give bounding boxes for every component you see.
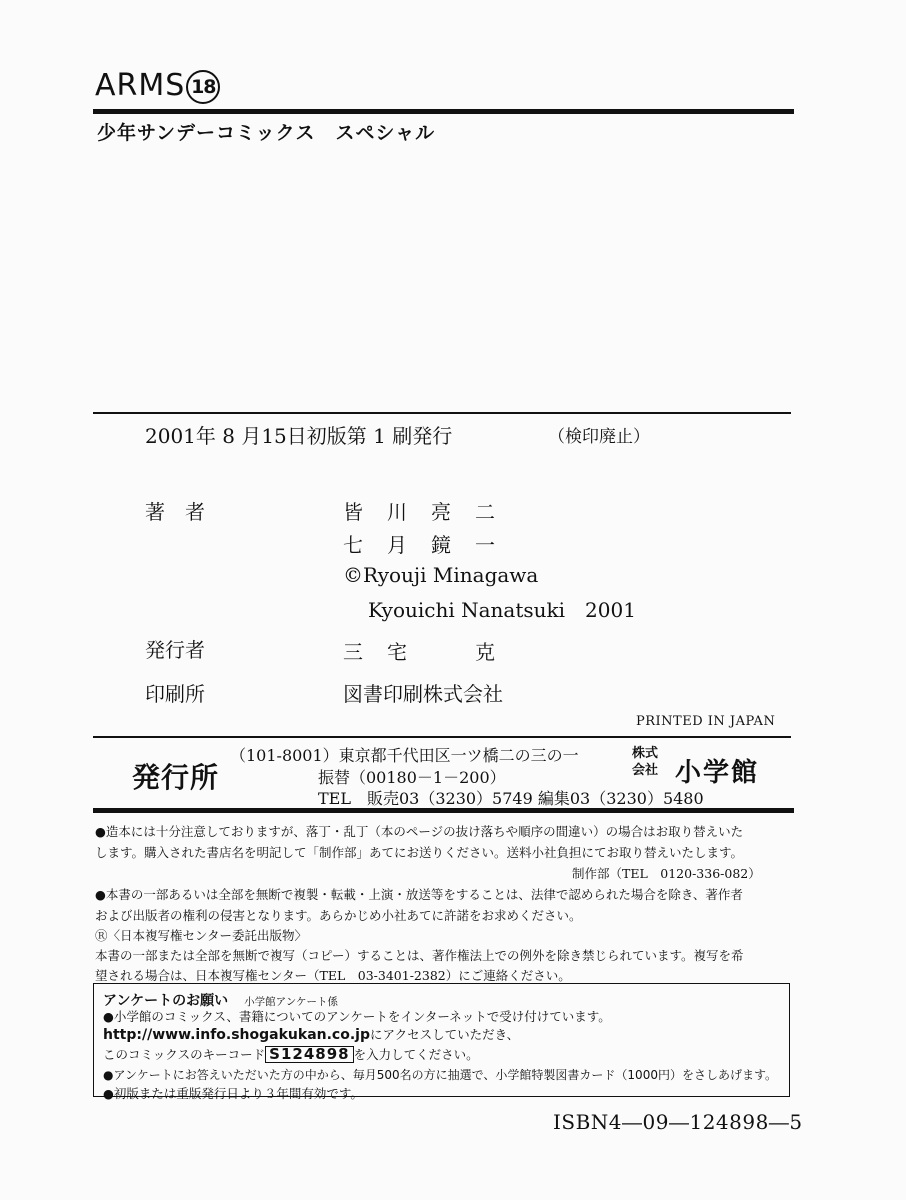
survey-line-5: ●初版または重版発行日より３年間有効です。 <box>103 1086 363 1101</box>
edition-date: 2001年 8 月15日初版第 1 刷発行 <box>145 424 453 448</box>
key-code-box: S124898 <box>265 1046 353 1063</box>
survey-line-4: ●アンケートにお答えいただいた方の中から、毎月500名の方に抽選で、小学館特製図書カード（1000円）をさしあげます。 <box>103 1068 777 1082</box>
author-name-2: 七 月 鏡 一 <box>343 533 497 557</box>
survey-url-link[interactable]: http://www.info.shogakukan.co.jp <box>103 1027 370 1043</box>
copyright-line-1: ©Ryouji Minagawa <box>343 563 539 587</box>
isbn: ISBN4―09―124898―5 <box>553 1110 803 1134</box>
publisher-tel: TEL 販売03（3230）5749 編集03（3230）5480 <box>318 789 704 808</box>
note-line-7: 本書の一部または全部を無断で複写（コピー）することは、著作権法上での例外を除き禁じられています。複写を希 <box>95 948 744 963</box>
survey-url-line: http://www.info.shogakukan.co.jpにアクセスしていただき、 <box>103 1027 520 1043</box>
note-line-1: ●造本には十分注意しておりますが、落丁・乱丁（本のページの抜け落ちや順序の間違い）の場合はお取り替えいた <box>95 824 744 839</box>
survey-dept: 小学館アンケート係 <box>244 996 339 1008</box>
survey-keycode-line: このコミックスのキーコード S124898 を入力してください。 <box>103 1045 479 1063</box>
note-line-8: 望される場合は、日本複写権センター（TEL 03-3401-2382）にご連絡ください。 <box>95 968 571 983</box>
publisher-person-name: 三 宅 克 <box>343 640 497 664</box>
printed-in-japan: PRINTED IN JAPAN <box>636 714 776 729</box>
edition-rule <box>93 412 791 414</box>
author-label: 著 者 <box>145 500 205 524</box>
publisher-name: 小学館 <box>675 758 760 788</box>
volume-number: 18 <box>186 70 220 104</box>
publisher-top-rule <box>93 736 791 738</box>
publisher-person-label: 発行者 <box>145 638 205 662</box>
series-name: 少年サンデーコミックス スペシャル <box>97 122 436 144</box>
note-line-3: 制作部（TEL 0120-336-082） <box>572 866 761 881</box>
copyright-line-2: Kyouichi Nanatsuki 2001 <box>368 598 636 622</box>
printer-label: 印刷所 <box>145 682 205 706</box>
publisher-bottom-rule <box>93 808 794 813</box>
publisher-address: （101-8001）東京都千代田区一ツ橋二の三の一 <box>230 746 579 765</box>
survey-title: アンケートのお願い 小学館アンケート係 <box>103 993 339 1009</box>
publisher-transfer: 振替（00180－1－200） <box>318 768 506 787</box>
note-line-6: Ⓡ〈日本複写権センター委託出版物〉 <box>95 928 308 943</box>
title-rule <box>93 109 794 114</box>
printer-name: 図書印刷株式会社 <box>343 682 503 706</box>
survey-line-1: ●小学館のコミックス、書籍についてのアンケートをインターネットで受け付けています。 <box>103 1009 611 1024</box>
seal-abolished-note: （検印廃止） <box>548 427 650 447</box>
publisher-label: 発行所 <box>132 761 220 794</box>
note-line-5: および出版者の権利の侵害となります。あらかじめ小社あてに許諾をお求めください。 <box>95 908 582 923</box>
author-name-1: 皆 川 亮 二 <box>343 500 497 524</box>
note-line-4: ●本書の一部あるいは全部を無断で複製・転載・上演・放送等をすることは、法律で認められた場合を除き、著作者 <box>95 887 743 902</box>
kabushiki-gaisha-mark: 株式 会社 <box>632 746 659 778</box>
note-line-2: します。購入された書店名を明記して「制作部」あてにお送りください。送料小社負担にてお取り替えいたします。 <box>95 845 744 860</box>
book-title: ARMS 18 <box>95 68 220 104</box>
